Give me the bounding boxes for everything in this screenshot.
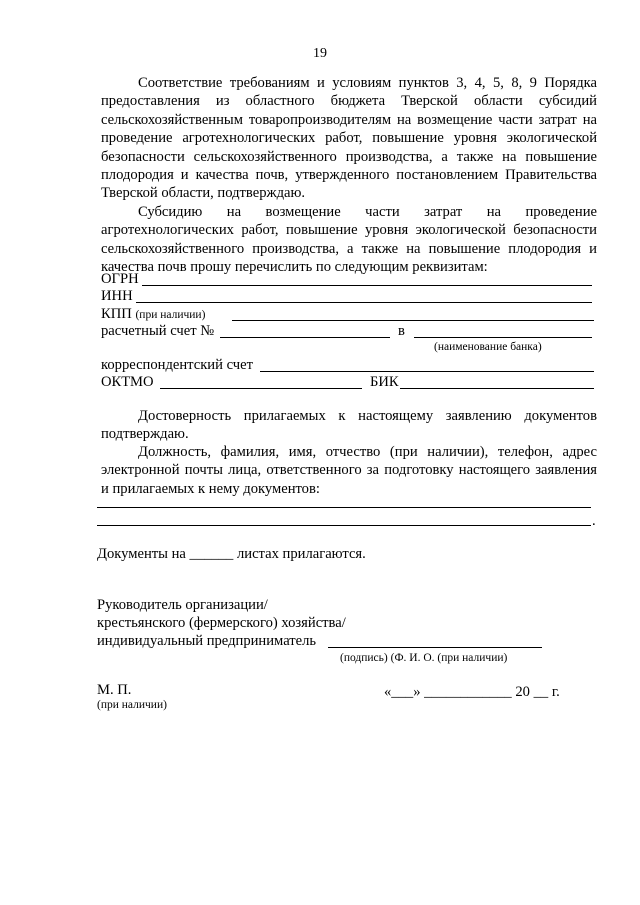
in-bank-label: в (398, 323, 405, 339)
signature-field[interactable] (328, 647, 542, 648)
documents-suffix: листах прилагаются. (236, 546, 366, 562)
bank-caption: (наименование банка) (434, 341, 542, 353)
signature-caption: (подпись) (Ф. И. О. (при наличии) (340, 652, 508, 664)
inn-field[interactable] (136, 302, 592, 303)
ogrn-field[interactable] (142, 285, 592, 286)
bik-field[interactable] (400, 388, 594, 389)
bank-name-field[interactable] (414, 337, 592, 338)
signer-line-3: индивидуальный предприниматель (97, 633, 317, 649)
field-end-dot: . (592, 513, 596, 529)
responsible-person-field-1[interactable] (97, 507, 591, 508)
subsidy-request-paragraph: Субсидию на возмещение части затрат на проведение агротехнологических работ, повышение уровня экологической безопасности сельскохозяйственного производства, а также на повышение плодородия и качества почв прошу перечислить по следующим реквизитам: (101, 204, 597, 276)
bik-label: БИК (370, 374, 399, 390)
inn-label: ИНН (101, 288, 133, 304)
oktmo-label: ОКТМО (101, 374, 154, 390)
responsible-person-paragraph: Должность, фамилия, имя, отчество (при наличии), телефон, адрес электронной почты лица, ответственного за подготовку настоящего заявления и прилагаемых к нему документов: (101, 444, 597, 497)
stamp-label: М. П. (97, 682, 132, 698)
date-field[interactable]: «___» ____________ 20 __ г. (384, 684, 560, 700)
ogrn-label: ОГРН (101, 271, 139, 287)
kpp-note: (при наличии) (135, 309, 206, 321)
stamp-note: (при наличии) (97, 699, 167, 711)
corr-account-label: корреспондентский счет (101, 357, 253, 373)
kpp-label: КПП (101, 306, 132, 322)
page-number: 19 (313, 46, 327, 61)
oktmo-field[interactable] (160, 388, 362, 389)
documents-prefix: Документы на (97, 546, 186, 562)
corr-account-field[interactable] (260, 371, 594, 372)
compliance-paragraph: Соответствие требованиям и условиям пунктов 3, 4, 5, 8, 9 Порядка предоставления из областного бюджета Тверской области субсидий сельскохозяйственным товаропроизводителям на возмещение части затрат на проведение агротехнологических работ, повышение уровня экологической безопасности сельскохозяйственного производства, а также на повышение плодородия и качества почв, утвержденного постановлением Правительства Тверской области, подтверждаю. (101, 75, 597, 202)
documents-count-field[interactable]: ______ (189, 546, 234, 562)
signer-line-1: Руководитель организации/ (97, 597, 268, 613)
account-field[interactable] (220, 337, 390, 338)
documents-line (97, 545, 366, 563)
kpp-field[interactable] (232, 320, 594, 321)
signer-line-2: крестьянского (фермерского) хозяйства/ (97, 615, 346, 631)
account-label: расчетный счет № (101, 323, 215, 339)
responsible-person-field-2[interactable] (97, 525, 591, 526)
authenticity-paragraph: Достоверность прилагаемых к настоящему заявлению документов подтверждаю. (101, 408, 597, 443)
